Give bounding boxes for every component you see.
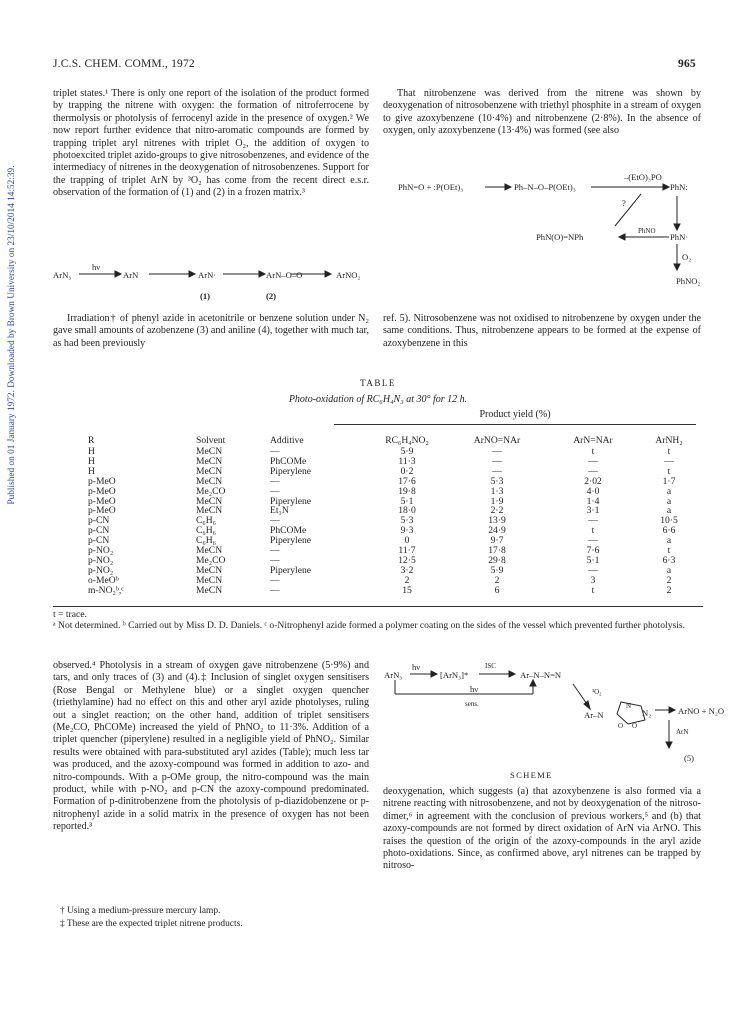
table-cell: p-MeO bbox=[88, 495, 116, 507]
column-header: RC₆H₄NO₂ bbox=[385, 435, 429, 446]
table-header-row bbox=[58, 434, 698, 447]
azide-label: ArN₃ bbox=[384, 670, 403, 680]
table-cell: t bbox=[667, 465, 671, 477]
table-cell: — bbox=[588, 515, 598, 527]
table-cell: o-MeOᵇ bbox=[88, 574, 119, 586]
nitrene-label: ArN bbox=[123, 270, 139, 280]
paragraph-text: ref. 5). Nitrosobenzene was not oxidised to nitrobenzene by oxygen under the same conditions. Thus, nitrobenzene appears to be formed at the expense of azoxybenzene in this bbox=[383, 313, 701, 349]
compound-2-label: (2) bbox=[266, 291, 277, 301]
table-row bbox=[58, 447, 698, 457]
table-cell: 2 bbox=[494, 574, 500, 586]
paragraph-intro bbox=[53, 88, 369, 200]
table-cell: 0·2 bbox=[400, 465, 414, 477]
table-row bbox=[58, 497, 698, 507]
table-cell: MeCN bbox=[196, 574, 223, 586]
table-cell: 13·9 bbox=[488, 515, 506, 527]
paragraph-text: triplet states.¹ There is only one report of the isolation of the product formed by trapping the nitrene with oxygen: the formation of nitroferrocene by thermolysis or photolysis of ferrocenyl azide in the presence of oxygen.² We now report further evidence that nitro-aromatic compounds are formed by trapping triplet aryl nitrenes with triplet O₂, the addition of oxygen to photoexcited triplet azido-groups to give nitrosobenzenes, and evidence of the intermediacy of nitrenes in the deoxygenation of nitrosobenzenes. Support for the trapping of triplet ArN by ³O₂ has come from the recent direct e.s.r. observation of the formation of (1) and (2) in a frozen matrix.³ bbox=[53, 88, 369, 199]
table-cell: 5·1 bbox=[400, 495, 414, 507]
peroxy-label: ArN–O–O bbox=[266, 270, 303, 280]
table-body bbox=[58, 447, 698, 596]
table-cell: p-CN bbox=[88, 535, 110, 547]
table-cell: Me₂CO bbox=[196, 554, 226, 566]
azide-label: ArN₃ bbox=[53, 270, 72, 280]
table-cell: a bbox=[666, 535, 672, 547]
arn-reagent-label: ArN bbox=[676, 728, 689, 736]
ring-o-label: O bbox=[618, 722, 624, 730]
table-cell: t bbox=[591, 584, 595, 596]
table-cell: p-MeO bbox=[88, 475, 116, 487]
table-cell: a bbox=[666, 495, 672, 507]
table-cell: t bbox=[667, 545, 671, 557]
column-header: Additive bbox=[270, 435, 304, 446]
table-cell: MeCN bbox=[196, 545, 223, 557]
ring-n2-label: N₂ bbox=[642, 708, 652, 718]
hv-label: hν bbox=[92, 262, 101, 272]
table-cell: 11·3 bbox=[398, 455, 416, 467]
table-cell: 2·2 bbox=[490, 505, 504, 517]
table-row bbox=[58, 586, 698, 596]
table-cell: — bbox=[270, 485, 280, 497]
table-cell: 5·3 bbox=[490, 475, 504, 487]
table-cell: 2·02 bbox=[584, 475, 602, 487]
table-cell: — bbox=[270, 554, 280, 566]
paragraph-nitrosobenzene bbox=[383, 313, 701, 350]
table-cell: 3 bbox=[590, 574, 596, 586]
table-cell: MeCN bbox=[196, 446, 223, 457]
table-cell: p-MeO bbox=[88, 505, 116, 517]
table-cell: 9·7 bbox=[490, 535, 504, 547]
table-cell: — bbox=[492, 455, 502, 467]
table-cell: 17·6 bbox=[398, 475, 416, 487]
column-header: Solvent bbox=[196, 435, 226, 446]
table-row bbox=[58, 467, 698, 477]
table-cell: 5·9 bbox=[400, 446, 414, 457]
paragraph-text: That nitrobenzene was derived from the nitrene was shown by deoxygenation of nitrosobenzene with triethyl phosphite in a stream of oxygen to give azoxybenzene (10·4%) and nitrobenzene (2·8%). In the absence of oxygen, only azoxybenzene (13·4%) was formed (see also bbox=[383, 88, 701, 137]
sens-label: sens. bbox=[465, 700, 479, 708]
question-label: ? bbox=[622, 198, 626, 208]
table-cell: 11·7 bbox=[398, 545, 416, 557]
journal-header: J.C.S. CHEM. COMM., 1972 bbox=[53, 58, 195, 70]
excited-azide-label: [ArN₃]* bbox=[440, 670, 469, 680]
table-cell: Et₃N bbox=[270, 505, 289, 517]
table-row bbox=[58, 526, 698, 536]
table-row bbox=[58, 556, 698, 566]
footnote-products: ‡ These are the expected triplet nitrene products. bbox=[60, 919, 243, 929]
table-row bbox=[58, 516, 698, 526]
column-header: ArNH₂ bbox=[655, 435, 683, 446]
phno-reagent-label: PhNO bbox=[638, 227, 656, 235]
table-cell: 5·1 bbox=[586, 554, 600, 566]
triplet-phn-label: PhN· bbox=[670, 232, 689, 242]
table-cell: 2 bbox=[666, 584, 672, 596]
azoxybenzene-label: PhN(O)=NPh bbox=[536, 232, 584, 242]
table-cell: 3·2 bbox=[400, 564, 414, 576]
table-caption: Photo-oxidation of RC₆H₄N₃ at 30° for 12 h. bbox=[288, 394, 468, 405]
table-cell: MeCN bbox=[196, 564, 223, 576]
oxygen-label: O₂ bbox=[682, 252, 692, 262]
column-header: R bbox=[88, 435, 95, 446]
table-cell: p-MeO bbox=[88, 485, 116, 497]
aryl-n-label: Ar–N bbox=[584, 710, 604, 720]
phosphate-loss-label: –(EtO)₃PO bbox=[624, 172, 662, 182]
group-rule bbox=[334, 424, 696, 425]
table-bottom-rule bbox=[53, 606, 703, 607]
table-cell: 0 bbox=[404, 535, 410, 547]
table-cell: 15 bbox=[402, 584, 412, 596]
table-cell: MeCN bbox=[196, 495, 223, 507]
table-label: TABLE bbox=[360, 378, 396, 388]
table-cell: 3·1 bbox=[586, 505, 600, 517]
table-cell: Piperylene bbox=[270, 564, 312, 576]
page-number: 965 bbox=[678, 58, 696, 70]
table-cell: p-CN bbox=[88, 515, 110, 527]
table-cell: C₆H₆ bbox=[196, 525, 217, 537]
table-cell: 19·8 bbox=[398, 485, 416, 497]
table-cell: 1·9 bbox=[490, 495, 504, 507]
compound-1-label: (1) bbox=[200, 291, 211, 301]
table-cell: — bbox=[270, 446, 280, 457]
download-notice: Published on 01 January 1972. Downloaded by Brown University on 23/10/2014 14:52:39. bbox=[7, 165, 17, 505]
table-row bbox=[58, 566, 698, 576]
paragraph-irradiation bbox=[53, 313, 369, 350]
table-cell: — bbox=[588, 535, 598, 547]
table-cell: 9·3 bbox=[400, 525, 414, 537]
paragraph-text: Irradiation† of phenyl azide in acetonitrile or benzene solution under N₂ gave small amounts of azobenzene (3) and aniline (4), together with much tar, as had been previously bbox=[53, 313, 369, 349]
footnote-lamp: † Using a medium-pressure mercury lamp. bbox=[60, 906, 221, 916]
isc-label: ISC bbox=[485, 662, 496, 670]
table-cell: Piperylene bbox=[270, 495, 312, 507]
table-cell: MeCN bbox=[196, 465, 223, 477]
results-table bbox=[58, 434, 698, 596]
table-cell: p-NO₂ bbox=[88, 554, 114, 566]
table-cell: t bbox=[667, 446, 671, 457]
paragraph-text: deoxygenation, which suggests (a) that azoxybenzene is also formed via a nitrene reacting with nitrosobenzene, and not by deoxygenation of the nitroso-dimer,⁶ in agreement with the conclusion of previous workers,⁵ and (b) that azoxy-compounds are not formed by direct oxidation of ArN via ArNO. This raises the question of the origin of the azoxy-compounds in the aryl azide photo-oxidations. Since, as confirmed above, aryl nitrenes can be trapped by nitroso- bbox=[383, 786, 701, 872]
phenylnitrene-label: PhN: bbox=[670, 182, 688, 192]
table-cell: — bbox=[492, 446, 502, 457]
table-cell: 10·5 bbox=[660, 515, 678, 527]
table-cell: 12·5 bbox=[398, 554, 416, 566]
table-cell: t bbox=[591, 446, 595, 457]
table-cell: Me₂CO bbox=[196, 485, 226, 497]
table-group-header: Product yield (%) bbox=[479, 409, 551, 420]
table-cell: C₆H₆ bbox=[196, 515, 217, 527]
table-cell: a bbox=[666, 564, 672, 576]
table-cell: 7·6 bbox=[586, 545, 600, 557]
table-row bbox=[58, 457, 698, 467]
table-cell: p-CN bbox=[88, 525, 110, 537]
table-cell: 2 bbox=[404, 574, 410, 586]
table-cell: MeCN bbox=[196, 584, 223, 596]
table-cell: H bbox=[88, 465, 95, 477]
table-cell: PhCOMe bbox=[270, 455, 307, 467]
table-cell: H bbox=[88, 455, 95, 467]
nitro-label: ArNO₂ bbox=[336, 270, 361, 280]
table-cell: 29·8 bbox=[488, 554, 506, 566]
table-cell: MeCN bbox=[196, 455, 223, 467]
paragraph-deoxygenation bbox=[383, 88, 701, 138]
table-cell: 17·8 bbox=[488, 545, 506, 557]
table-cell: 6·3 bbox=[662, 554, 676, 566]
table-cell: 1·4 bbox=[586, 495, 600, 507]
table-cell: MeCN bbox=[196, 475, 223, 487]
triplet-azide-label: Ar–N–N=N bbox=[520, 670, 562, 680]
table-cell: Piperylene bbox=[270, 535, 312, 547]
adduct-label: Ph–N–O–P(OEt)₃ bbox=[514, 182, 576, 192]
table-cell: — bbox=[664, 455, 674, 467]
table-cell: 6 bbox=[494, 584, 500, 596]
table-row bbox=[58, 546, 698, 556]
table-cell: m-NO₂ᵇ,ᶜ bbox=[88, 584, 124, 596]
table-row bbox=[58, 576, 698, 586]
triplet-nitrene-label: ArN· bbox=[198, 270, 217, 280]
hv-sens-label: hν bbox=[470, 684, 479, 694]
table-row bbox=[58, 506, 698, 516]
table-cell: — bbox=[588, 564, 598, 576]
paragraph-azoxy-origin bbox=[383, 786, 701, 873]
table-cell: — bbox=[588, 455, 598, 467]
compound-5-label: (5) bbox=[684, 753, 695, 763]
ring-o2-label: O bbox=[632, 722, 638, 730]
scheme-label: SCHEME bbox=[510, 770, 553, 780]
nitroso-phosphite-label: PhN=O + :P(OEt)₃ bbox=[398, 182, 464, 192]
table-cell: 4·0 bbox=[586, 485, 600, 497]
ring-n-label: N bbox=[626, 702, 632, 710]
table-cell: — bbox=[270, 584, 280, 596]
table-cell: a bbox=[666, 485, 672, 497]
hv-label: hν bbox=[412, 662, 421, 672]
table-cell: — bbox=[270, 545, 280, 557]
table-cell: p-NO₂ bbox=[88, 545, 114, 557]
nitrobenzene-label: PhNO₂ bbox=[676, 276, 701, 286]
paragraph-text: observed.⁴ Photolysis in a stream of oxygen gave nitrobenzene (5·9%) and tars, and only traces of (3) and (4).‡ Inclusion of singlet oxygen sensitisers (Rose Bengal or Methylene blue) or a singlet oxygen quencher (triethylamine) had no effect on this and other aryl azide photolyses, ruling out a singlet reaction; on the other hand, addition of triplet sensitisers (Me₂CO, PhCOMe) increased the yield of PhNO₂ to 11·3%. Addition of a triplet quencher (piperylene) resulted in a negligible yield of PhNO₂. Similar results were obtained with para-substituted aryl azides (Table); much less tar was produced, and the azoxy-compound was formed in addition to azo- and nitro-compounds. With a p-OMe group, the nitro-compound was the main product, while with p-NO₂ and p-CN the azoxy-compound predominated. Formation of p-dinitrobenzene from the photolysis of p-diazidobenzene or p-nitrophenyl azide in a solid matrix in the presence of oxygen has not been reported.³ bbox=[53, 660, 369, 833]
table-cell: 1·7 bbox=[662, 475, 676, 487]
table-cell: 6·6 bbox=[662, 525, 676, 537]
table-footnotes: ᵃ Not determined. ᵇ Carried out by Miss D. D. Daniels. ᶜ o-Nitrophenyl azide formed a polymer coating on the sides of the vessel which prevented further photolysis. bbox=[53, 620, 686, 631]
table-cell: 5·3 bbox=[400, 515, 414, 527]
products-label: ArNO + N₂O bbox=[678, 706, 725, 716]
table-cell: Piperylene bbox=[270, 465, 312, 477]
table-cell: — bbox=[270, 515, 280, 527]
table-cell: H bbox=[88, 446, 95, 457]
oxygen-label: ³O₂ bbox=[592, 688, 602, 696]
table-cell: — bbox=[270, 574, 280, 586]
table-row bbox=[58, 477, 698, 487]
table-cell: — bbox=[492, 465, 502, 477]
table-cell: t bbox=[591, 525, 595, 537]
table-cell: 1·3 bbox=[490, 485, 504, 497]
paragraph-results bbox=[53, 660, 369, 834]
column-header: ArNO=NAr bbox=[473, 435, 521, 446]
table-cell: C₆H₆ bbox=[196, 535, 217, 547]
table-row bbox=[58, 536, 698, 546]
table-cell: 24·9 bbox=[488, 525, 506, 537]
table-cell: p-NO₂ bbox=[88, 564, 114, 576]
trace-note: t = trace. bbox=[53, 609, 87, 620]
table-cell: 2 bbox=[666, 574, 672, 586]
table-cell: — bbox=[588, 465, 598, 477]
table-cell: a bbox=[666, 505, 672, 517]
table-cell: 5·9 bbox=[490, 564, 504, 576]
table-cell: — bbox=[270, 475, 280, 487]
column-header: ArN=NAr bbox=[573, 435, 613, 446]
table-cell: 18·0 bbox=[398, 505, 416, 517]
table-row bbox=[58, 487, 698, 497]
table-cell: MeCN bbox=[196, 505, 223, 517]
table-cell: PhCOMe bbox=[270, 525, 307, 537]
